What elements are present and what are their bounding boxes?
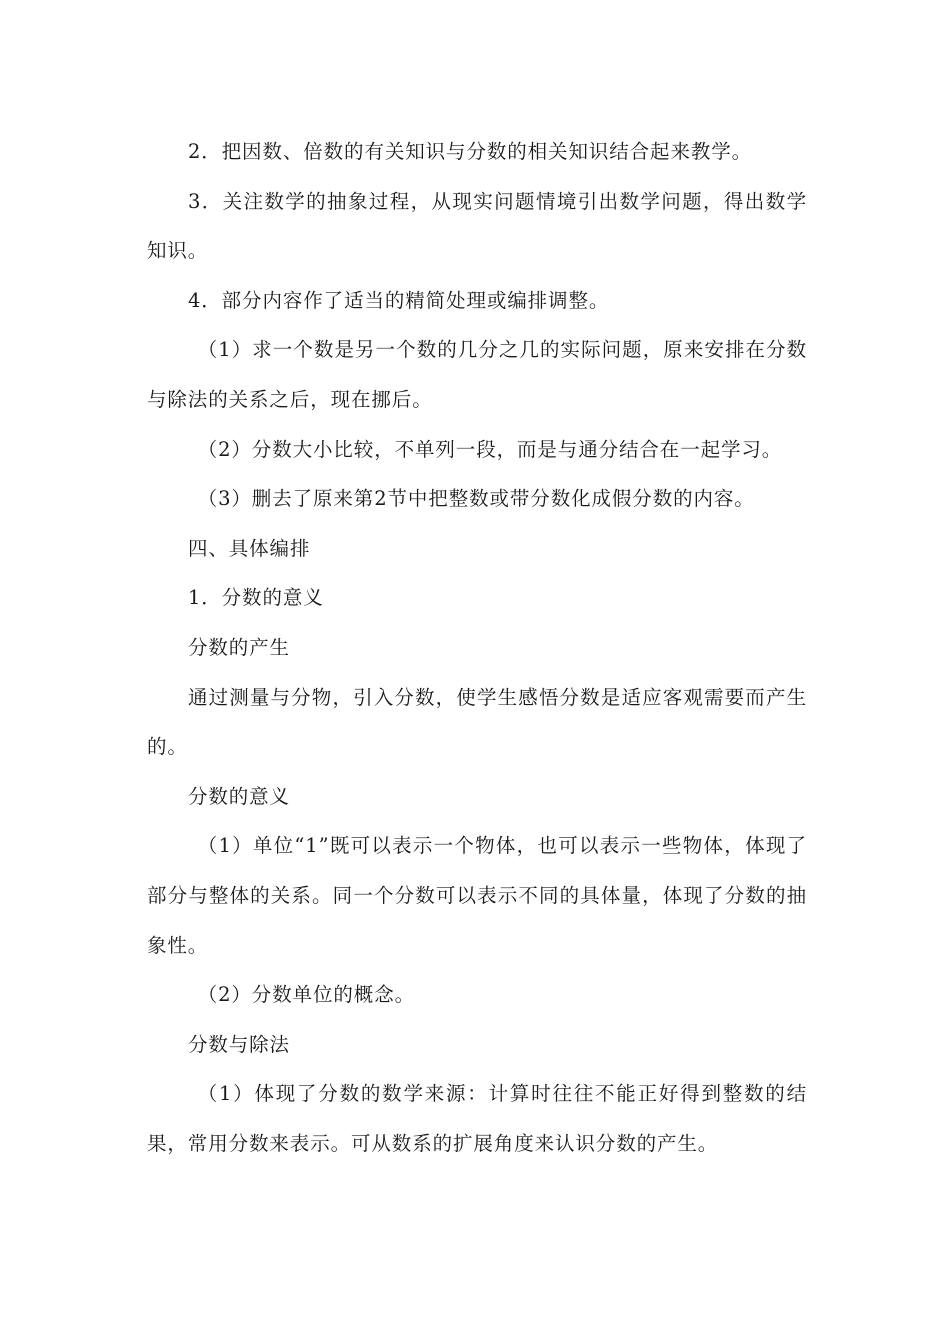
topic-heading-division: 分数与除法 [187, 1032, 290, 1056]
paragraph-subitem-3: （3）删去了原来第2节中把整数或带分数化成假分数的内容。 [197, 487, 755, 511]
topic-heading-meaning: 分数的意义 [187, 784, 290, 808]
paragraph-meaning-2: （2）分数单位的概念。 [197, 983, 415, 1007]
paragraph-item-3: 3．关注数学的抽象过程，从现实问题情境引出数学问题，得出数学知识。 [147, 189, 807, 263]
paragraph-item-4: 4．部分内容作了适当的精简处理或编排调整。 [187, 288, 610, 312]
section-heading: 四、具体编排 [187, 536, 311, 560]
paragraph-origin: 通过测量与分物，引入分数，使学生感悟分数是适应客观需要而产生的。 [147, 685, 807, 759]
paragraph-item-2: 2．把因数、倍数的有关知识与分数的相关知识结合起来教学。 [187, 140, 753, 163]
topic-heading-origin: 分数的产生 [187, 635, 290, 659]
document-body [147, 127, 807, 1168]
paragraph-subitem-1: （1）求一个数是另一个数的几分之几的实际问题，原来安排在分数与除法的关系之后，现在挪后。 [147, 338, 807, 411]
paragraph-subitem-2: （2）分数大小比较，不单列一段，而是与通分结合在一起学习。 [197, 437, 783, 461]
subsection-heading: 1．分数的意义 [187, 586, 324, 610]
paragraph-meaning-1: （1）单位“1”既可以表示一个物体，也可以表示一些物体，体现了部分与整体的关系。同一个分数可以表示不同的具体量，体现了分数的抽象性。 [147, 834, 807, 957]
paragraph-division-1: （1）体现了分数的数学来源：计算时往往不能正好得到整数的结果，常用分数来表示。可从数系的扩展角度来认识分数的产生。 [147, 1082, 807, 1155]
